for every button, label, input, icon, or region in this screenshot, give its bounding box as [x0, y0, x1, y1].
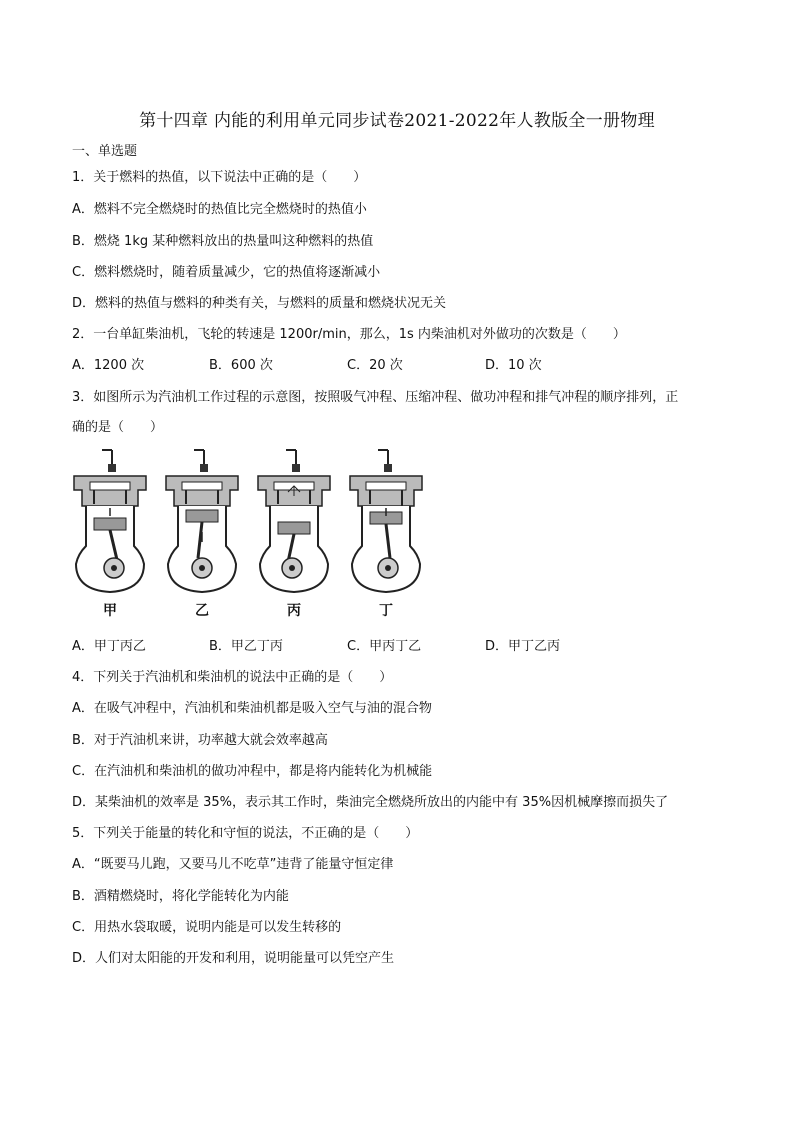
document-title: 第十四章 内能的利用单元同步试卷2021-2022年人教版全一册物理	[139, 111, 655, 131]
question-1-option-d: D．燃料的热值与燃料的种类有关，与燃料的质量和燃烧状况无关	[72, 296, 447, 311]
question-2-option-c: C．20 次	[347, 358, 403, 373]
engine-2-drawing	[160, 446, 244, 596]
question-4-option-c: C．在汽油机和柴油机的做功冲程中，都是将内能转化为机械能	[72, 764, 433, 779]
question-5-option-c: C．用热水袋取暖，说明内能是可以发生转移的	[72, 920, 342, 935]
question-5-option-b: B．酒精燃烧时，将化学能转化为内能	[72, 889, 289, 904]
engine-diagram-1	[68, 446, 152, 619]
engine-1-drawing	[68, 446, 152, 596]
engine-stroke-figure	[68, 446, 448, 626]
question-2-stem: 2．一台单缸柴油机，飞轮的转速是 1200r/min，那么，1s 内柴油机对外做功的次数是（ ）	[72, 327, 626, 342]
question-3-stem-line-1: 3．如图所示为汽油机工作过程的示意图，按照吸气冲程、压缩冲程、做功冲程和排气冲程的顺序排列，正	[72, 390, 679, 405]
engine-label-2: 乙	[195, 603, 209, 619]
question-4-option-b: B．对于汽油机来讲，功率越大就会效率越高	[72, 733, 328, 748]
question-4-option-a: A．在吸气冲程中，汽油机和柴油机都是吸入空气与油的混合物	[72, 701, 432, 716]
question-3-option-a: A．甲丁丙乙	[72, 639, 146, 654]
question-4-stem: 4．下列关于汽油机和柴油机的说法中正确的是（ ）	[72, 670, 393, 685]
engine-diagram-2	[160, 446, 244, 619]
engine-label-4: 丁	[379, 603, 393, 619]
question-3-option-d: D．甲丁乙丙	[485, 639, 561, 654]
engine-diagram-3	[252, 446, 336, 619]
question-3-option-b: B．甲乙丁丙	[209, 639, 283, 654]
question-3-option-c: C．甲丙丁乙	[347, 639, 422, 654]
question-3-stem-line-2: 确的是（ ）	[72, 420, 164, 435]
question-1-option-a: A．燃料不完全燃烧时的热值比完全燃烧时的热值小	[72, 202, 367, 217]
question-5-option-d: D．人们对太阳能的开发和利用，说明能量可以凭空产生	[72, 951, 395, 966]
engine-4-drawing	[344, 446, 428, 596]
engine-label-1: 甲	[103, 603, 117, 619]
engine-diagram-4	[344, 446, 428, 619]
question-1-stem: 1．关于燃料的热值，以下说法中正确的是（ ）	[72, 170, 367, 185]
question-2-option-a: A．1200 次	[72, 358, 145, 373]
engine-3-drawing	[252, 446, 336, 596]
question-2-option-d: D．10 次	[485, 358, 542, 373]
question-1-option-c: C．燃料燃烧时，随着质量减少，它的热值将逐渐减小	[72, 265, 381, 280]
question-4-option-d: D．某柴油机的效率是 35%，表示其工作时，柴油完全燃烧所放出的内能中有 35%因机械摩擦而损失了	[72, 795, 669, 810]
question-5-stem: 5．下列关于能量的转化和守恒的说法，不正确的是（ ）	[72, 826, 419, 841]
section-heading: 一、单选题	[72, 144, 138, 159]
question-1-option-b: B．燃烧 1kg 某种燃料放出的热量叫这种燃料的热值	[72, 234, 374, 249]
question-2-option-b: B．600 次	[209, 358, 273, 373]
question-5-option-a: A．“既要马儿跑，又要马儿不吃草”违背了能量守恒定律	[72, 857, 394, 872]
engine-label-3: 丙	[287, 603, 301, 619]
